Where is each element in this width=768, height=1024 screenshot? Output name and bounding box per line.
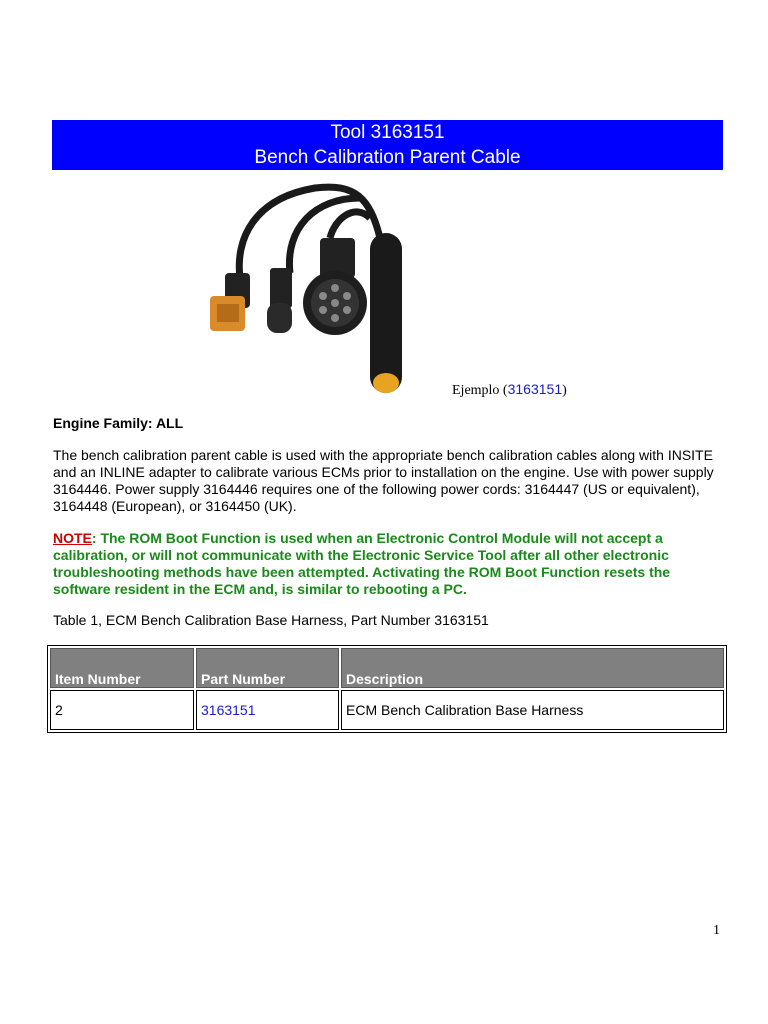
- table-row: [50, 690, 724, 730]
- caption-part-link[interactable]: 3163151: [507, 381, 563, 397]
- note-text: : The ROM Boot Function is used when an Electronic Control Module will not accept a calibration, or will not communicate with the Electronic Service Tool after all other electronic troubleshooting methods have been attempted. Activating the ROM Boot Function resets the software resident in the ECM and, is similar to rebooting a PC.: [53, 530, 671, 597]
- header-part-number: Part Number: [196, 648, 339, 688]
- title-line-1: Tool 3163151: [330, 122, 445, 143]
- header-item-number: Item Number: [50, 648, 194, 688]
- cell-description: ECM Bench Calibration Base Harness: [341, 690, 724, 730]
- cell-item-number: 2: [50, 690, 194, 730]
- intro-paragraph: The bench calibration parent cable is used with the appropriate bench calibration cables along with INSITE and an INLINE adapter to calibrate various ECMs prior to installation on the engine. Use with power supply 3164446. Power supply 3164446 requires one of the following power cords: 3164447 (US or equivalent), 3164448 (European), or 3164450 (UK).: [53, 447, 714, 514]
- header-description: Description: [341, 648, 724, 688]
- cable-photo: [195, 178, 445, 403]
- table-caption: Table 1, ECM Bench Calibration Base Harness, Part Number 3163151: [53, 612, 489, 628]
- document-title: [52, 120, 723, 170]
- note-label: NOTE: [53, 530, 92, 546]
- caption-prefix: Ejemplo (: [452, 383, 508, 398]
- title-line-2: Bench Calibration Parent Cable: [254, 147, 521, 168]
- image-caption: [452, 381, 567, 399]
- page-number: 1: [713, 923, 720, 938]
- caption-suffix: ): [562, 383, 567, 398]
- cell-part-number-link[interactable]: 3163151: [196, 690, 339, 730]
- engine-family: Engine Family: ALL: [53, 415, 184, 431]
- table-header-row: [50, 648, 724, 688]
- parts-table: [47, 645, 727, 733]
- note-paragraph: [53, 530, 723, 598]
